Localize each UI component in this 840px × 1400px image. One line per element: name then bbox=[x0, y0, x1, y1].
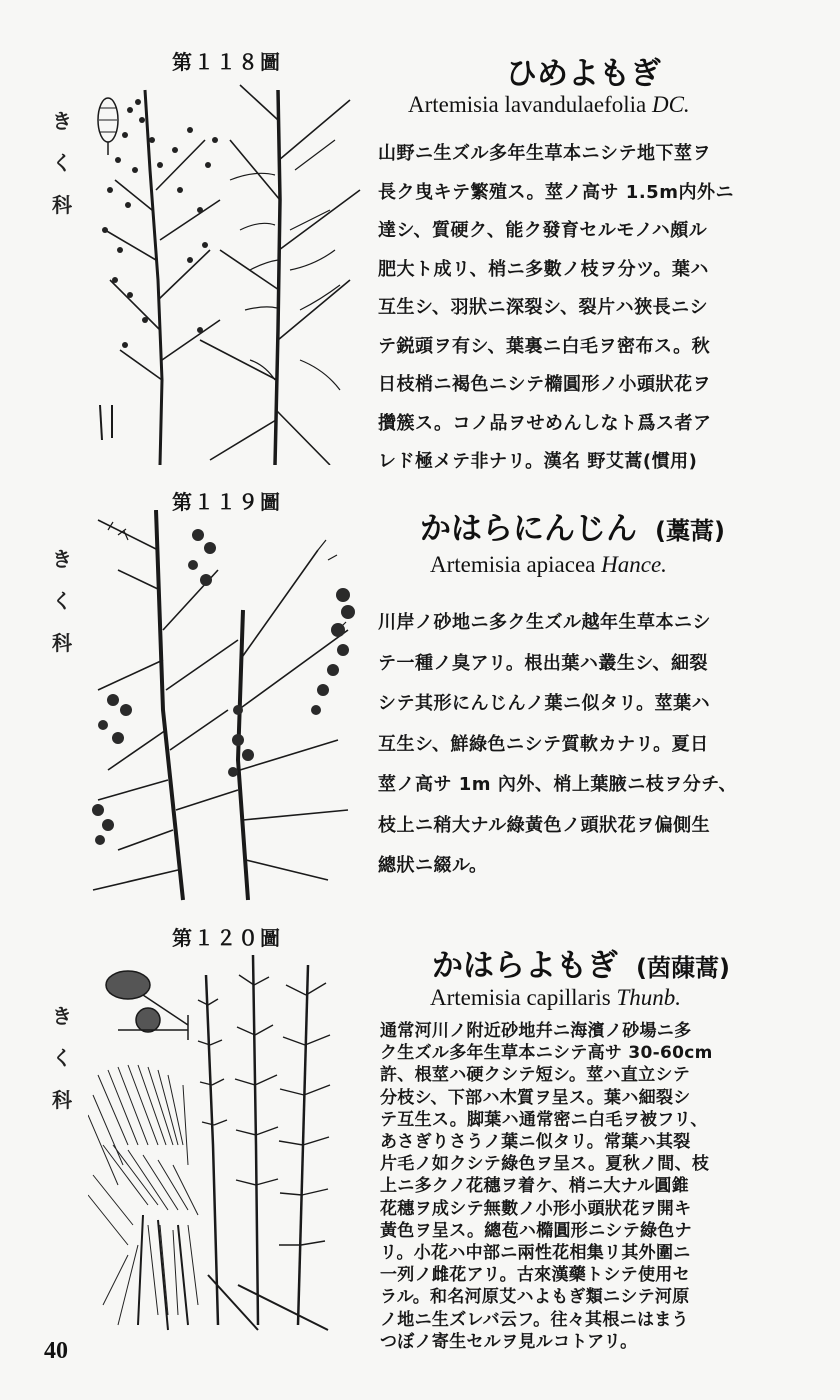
illustration-artemisia-apiacea bbox=[88, 510, 368, 905]
text-line: 分枝シ、下部ハ木質ヲ呈ス。葉ハ細裂シ bbox=[380, 1087, 691, 1108]
scientific-name-line bbox=[430, 985, 681, 1011]
text-line: 山野ニ生ズル多年生草本ニシテ地下莖ヲ bbox=[378, 143, 711, 164]
text-line: 肥大ト成リ、梢ニ多數ノ枝ヲ分ツ。葉ハ bbox=[378, 258, 709, 280]
scientific-name: Artemisia apiacea bbox=[430, 552, 596, 577]
text-line: ラル。和名河原艾ハよもぎ類ニシテ河原 bbox=[380, 1287, 690, 1308]
text-line: 莖ノ高サ 1m 內外、梢上葉腋ニ枝ヲ分チ、 bbox=[378, 774, 738, 795]
text-line: 總狀ニ綴ル。 bbox=[378, 855, 488, 876]
japanese-name: かはらにんじん bbox=[420, 511, 637, 547]
description-text bbox=[378, 603, 737, 887]
scientific-name-line bbox=[430, 552, 667, 578]
text-line: 許、根莖ハ硬クシテ短シ。莖ハ直立シテ bbox=[380, 1065, 691, 1086]
plant-drawing-icon bbox=[90, 80, 370, 465]
illustration-artemisia-lavandulaefolia bbox=[90, 80, 370, 465]
text-line: ノ地ニ生ズレバ云フ。往々其根ニはまう bbox=[380, 1309, 689, 1330]
japanese-name: かはらよもぎ bbox=[432, 948, 618, 984]
figure-label-119: 第１１９圖 bbox=[172, 490, 282, 514]
text-line: テ互生ス。脚葉ハ通常密ニ白毛ヲ被フリ、 bbox=[380, 1109, 708, 1130]
authority: DC. bbox=[651, 92, 690, 117]
family-char: き bbox=[52, 1004, 72, 1028]
text-line: ク生ズル多年生草本ニシテ高サ 30-60cm bbox=[380, 1043, 713, 1064]
text-line: 上ニ多クノ花穗ヲ着ケ、梢ニ大ナル圓錐 bbox=[380, 1176, 690, 1197]
family-char: 科 bbox=[52, 193, 72, 217]
family-char: く bbox=[52, 151, 72, 175]
family-label bbox=[50, 100, 74, 226]
family-char: く bbox=[52, 1046, 72, 1070]
kanji-name: (茵蔯蒿) bbox=[636, 954, 730, 982]
text-line: 攢簇ス。コノ品ヲせめんしなト爲ス者ア bbox=[378, 412, 712, 434]
entry-title-jp bbox=[506, 48, 661, 93]
plant-drawing-icon bbox=[88, 945, 368, 1335]
family-char: き bbox=[52, 547, 72, 571]
text-line: レド極メテ非ナリ。漢名 野艾蒿(慣用) bbox=[378, 451, 698, 472]
description-text bbox=[380, 1020, 713, 1353]
text-line: テ一種ノ臭アリ。根出葉ハ叢生シ、細裂 bbox=[378, 652, 708, 674]
family-char: き bbox=[52, 109, 72, 133]
text-line: 枝上ニ稍大ナル綠黃色ノ頭狀花ヲ偏側生 bbox=[378, 814, 711, 836]
text-line: 通常河川ノ附近砂地幷ニ海濱ノ砂場ニ多 bbox=[380, 1021, 692, 1041]
text-line: つぼノ寄生セルヲ見ルコトアリ。 bbox=[380, 1331, 638, 1352]
text-line: 一列ノ雌花アリ。古來漢藥トシテ使用セ bbox=[380, 1265, 690, 1286]
scientific-name: Artemisia lavandulaefolia bbox=[408, 92, 647, 117]
entry-title-jp bbox=[420, 503, 725, 548]
description-text bbox=[378, 135, 734, 482]
text-line: 片毛ノ如クシテ綠色ヲ呈ス。夏秋ノ間、枝 bbox=[380, 1154, 710, 1175]
family-label bbox=[50, 995, 74, 1121]
japanese-name: ひめよもぎ bbox=[506, 56, 661, 92]
family-char: 科 bbox=[52, 631, 72, 655]
text-line: あさぎりさうノ葉ニ似タリ。常葉ハ其裂 bbox=[380, 1132, 691, 1153]
authority: Hance. bbox=[601, 552, 667, 577]
text-line: 黃色ヲ呈ス。總苞ハ橢圓形ニシテ綠色ナ bbox=[380, 1220, 692, 1241]
text-line: リ。小花ハ中部ニ兩性花相集リ其外圍ニ bbox=[380, 1243, 691, 1264]
text-line: 長ク曳キテ繁殖ス。莖ノ高サ 1.5m内外ニ bbox=[378, 181, 734, 203]
plant-drawing-icon bbox=[88, 510, 368, 905]
text-line: 日枝梢ニ褐色ニシテ橢圓形ノ小頭狀花ヲ bbox=[378, 374, 711, 395]
text-line: 互生シ、鮮綠色ニシテ質軟カナリ。夏日 bbox=[378, 733, 709, 755]
text-line: 互生シ、羽狀ニ深裂シ、裂片ハ狹長ニシ bbox=[378, 297, 709, 318]
figure-label-118: 第１１８圖 bbox=[172, 50, 282, 74]
family-char: 科 bbox=[52, 1088, 72, 1112]
family-label bbox=[50, 538, 74, 664]
text-line: シテ其形にんじんノ葉ニ似タリ。莖葉ハ bbox=[378, 693, 711, 714]
page-number: 40 bbox=[44, 1338, 68, 1364]
entry-title-jp bbox=[432, 940, 730, 985]
illustration-artemisia-capillaris bbox=[88, 945, 368, 1335]
kanji-name: (藁蒿) bbox=[655, 517, 725, 545]
text-line: 達シ、質硬ク、能ク發育セルモノハ頗ル bbox=[378, 220, 708, 241]
figure-label-120: 第１２０圖 bbox=[172, 926, 282, 950]
text-line: 川岸ノ砂地ニ多ク生ズル越年生草本ニシ bbox=[378, 612, 711, 633]
scientific-name: Artemisia capillaris bbox=[430, 985, 611, 1010]
family-char: く bbox=[52, 589, 72, 613]
text-line: 花穗ヲ成シテ無數ノ小形小頭狀花ヲ開キ bbox=[380, 1198, 692, 1219]
authority: Thunb. bbox=[616, 985, 682, 1010]
text-line: テ鋭頭ヲ有シ、葉裏ニ白毛ヲ密布ス。秋 bbox=[378, 335, 711, 357]
scientific-name-line bbox=[408, 92, 690, 118]
